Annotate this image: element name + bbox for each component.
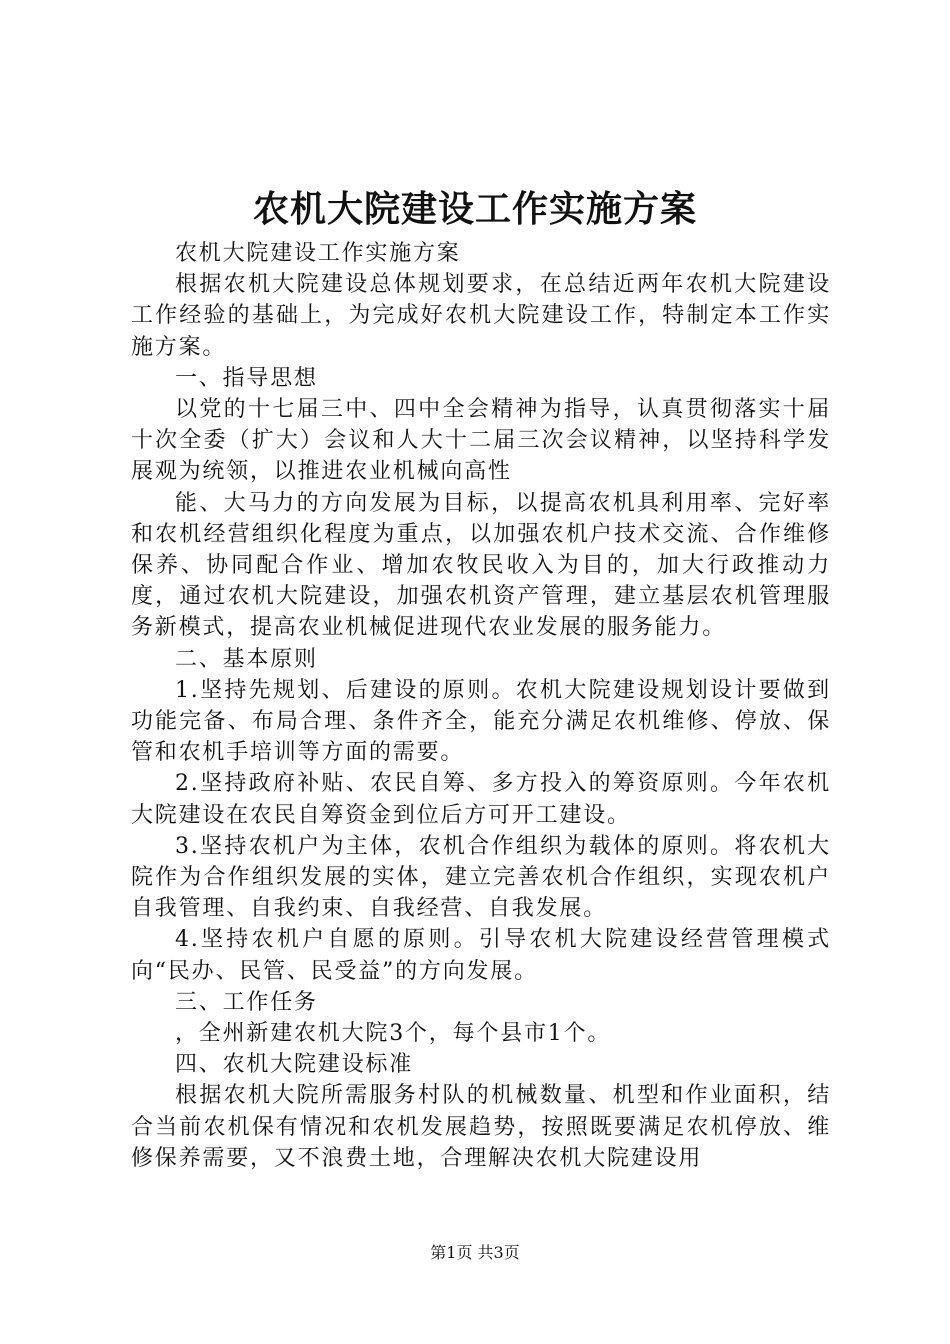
- section-heading-work-tasks: 三、工作任务: [175, 989, 318, 1015]
- principle-item-1: 1.坚持先规划、后建设的原则。农机大院建设规划设计要做到功能完备、布局合理、条件齐全，能充分满足农机维修、停放、保管和农机手培训等方面的需要。: [131, 677, 831, 766]
- principle-item-2: 2.坚持政府补贴、农民自筹、多方投入的筹资原则。今年农机大院建设在农民自筹资金到位后方可开工建设。: [131, 771, 831, 828]
- paragraph-goals: 能、大马力的方向发展为目标，以提高农机具利用率、完好率和农机经营组织化程度为重点，以加强农机户技术交流、合作维修保养、协同配合作业、增加农牧民收入为目的，加大行政推动力度，通过农机大院建设，加强农机资产管理，建立基层农机管理服务新模式，提高农业机械促进现代农业发展的服务能力。: [131, 490, 831, 641]
- section-heading-basic-principles: 二、基本原则: [175, 646, 318, 672]
- document-title: 农机大院建设工作实施方案: [252, 188, 697, 230]
- paragraph-subtitle: 农机大院建设工作实施方案: [175, 241, 461, 266]
- document-body: [131, 238, 831, 1174]
- paragraph-guiding-ideology: 以党的十七届三中、四中全会精神为指导，认真贯彻落实十届十次全委（扩大）会议和人大十二届三次会议精神，以坚持科学发展观为统领，以推进农业机械向高性: [131, 397, 831, 485]
- page-footer: 第1页 共3页: [430, 1243, 520, 1262]
- paragraph-construction-standards: 根据农机大院所需服务村队的机械数量、机型和作业面积，结合当前农机保有情况和农机发展趋势，按照既要满足农机停放、维修保养需要，又不浪费土地，合理解决农机大院建设用: [131, 1083, 831, 1171]
- paragraph-intro: 根据农机大院建设总体规划要求，在总结近两年农机大院建设工作经验的基础上，为完成好农机大院建设工作，特制定本工作实施方案。: [131, 272, 831, 360]
- principle-item-4: 4.坚持农机户自愿的原则。引导农机大院建设经营管理模式向“民办、民管、民受益”的方向发展。: [131, 927, 831, 984]
- paragraph-work-tasks: ，全州新建农机大院3个，每个县市1个。: [175, 1021, 612, 1047]
- principle-item-3: 3.坚持农机户为主体，农机合作组织为载体的原则。将农机大院作为合作组织发展的实体，建立完善农机合作组织，实现农机户自我管理、自我约束、自我经营、自我发展。: [131, 833, 831, 922]
- section-heading-construction-standards: 四、农机大院建设标准: [175, 1052, 414, 1078]
- section-heading-guiding-ideology: 一、指导思想: [175, 365, 318, 391]
